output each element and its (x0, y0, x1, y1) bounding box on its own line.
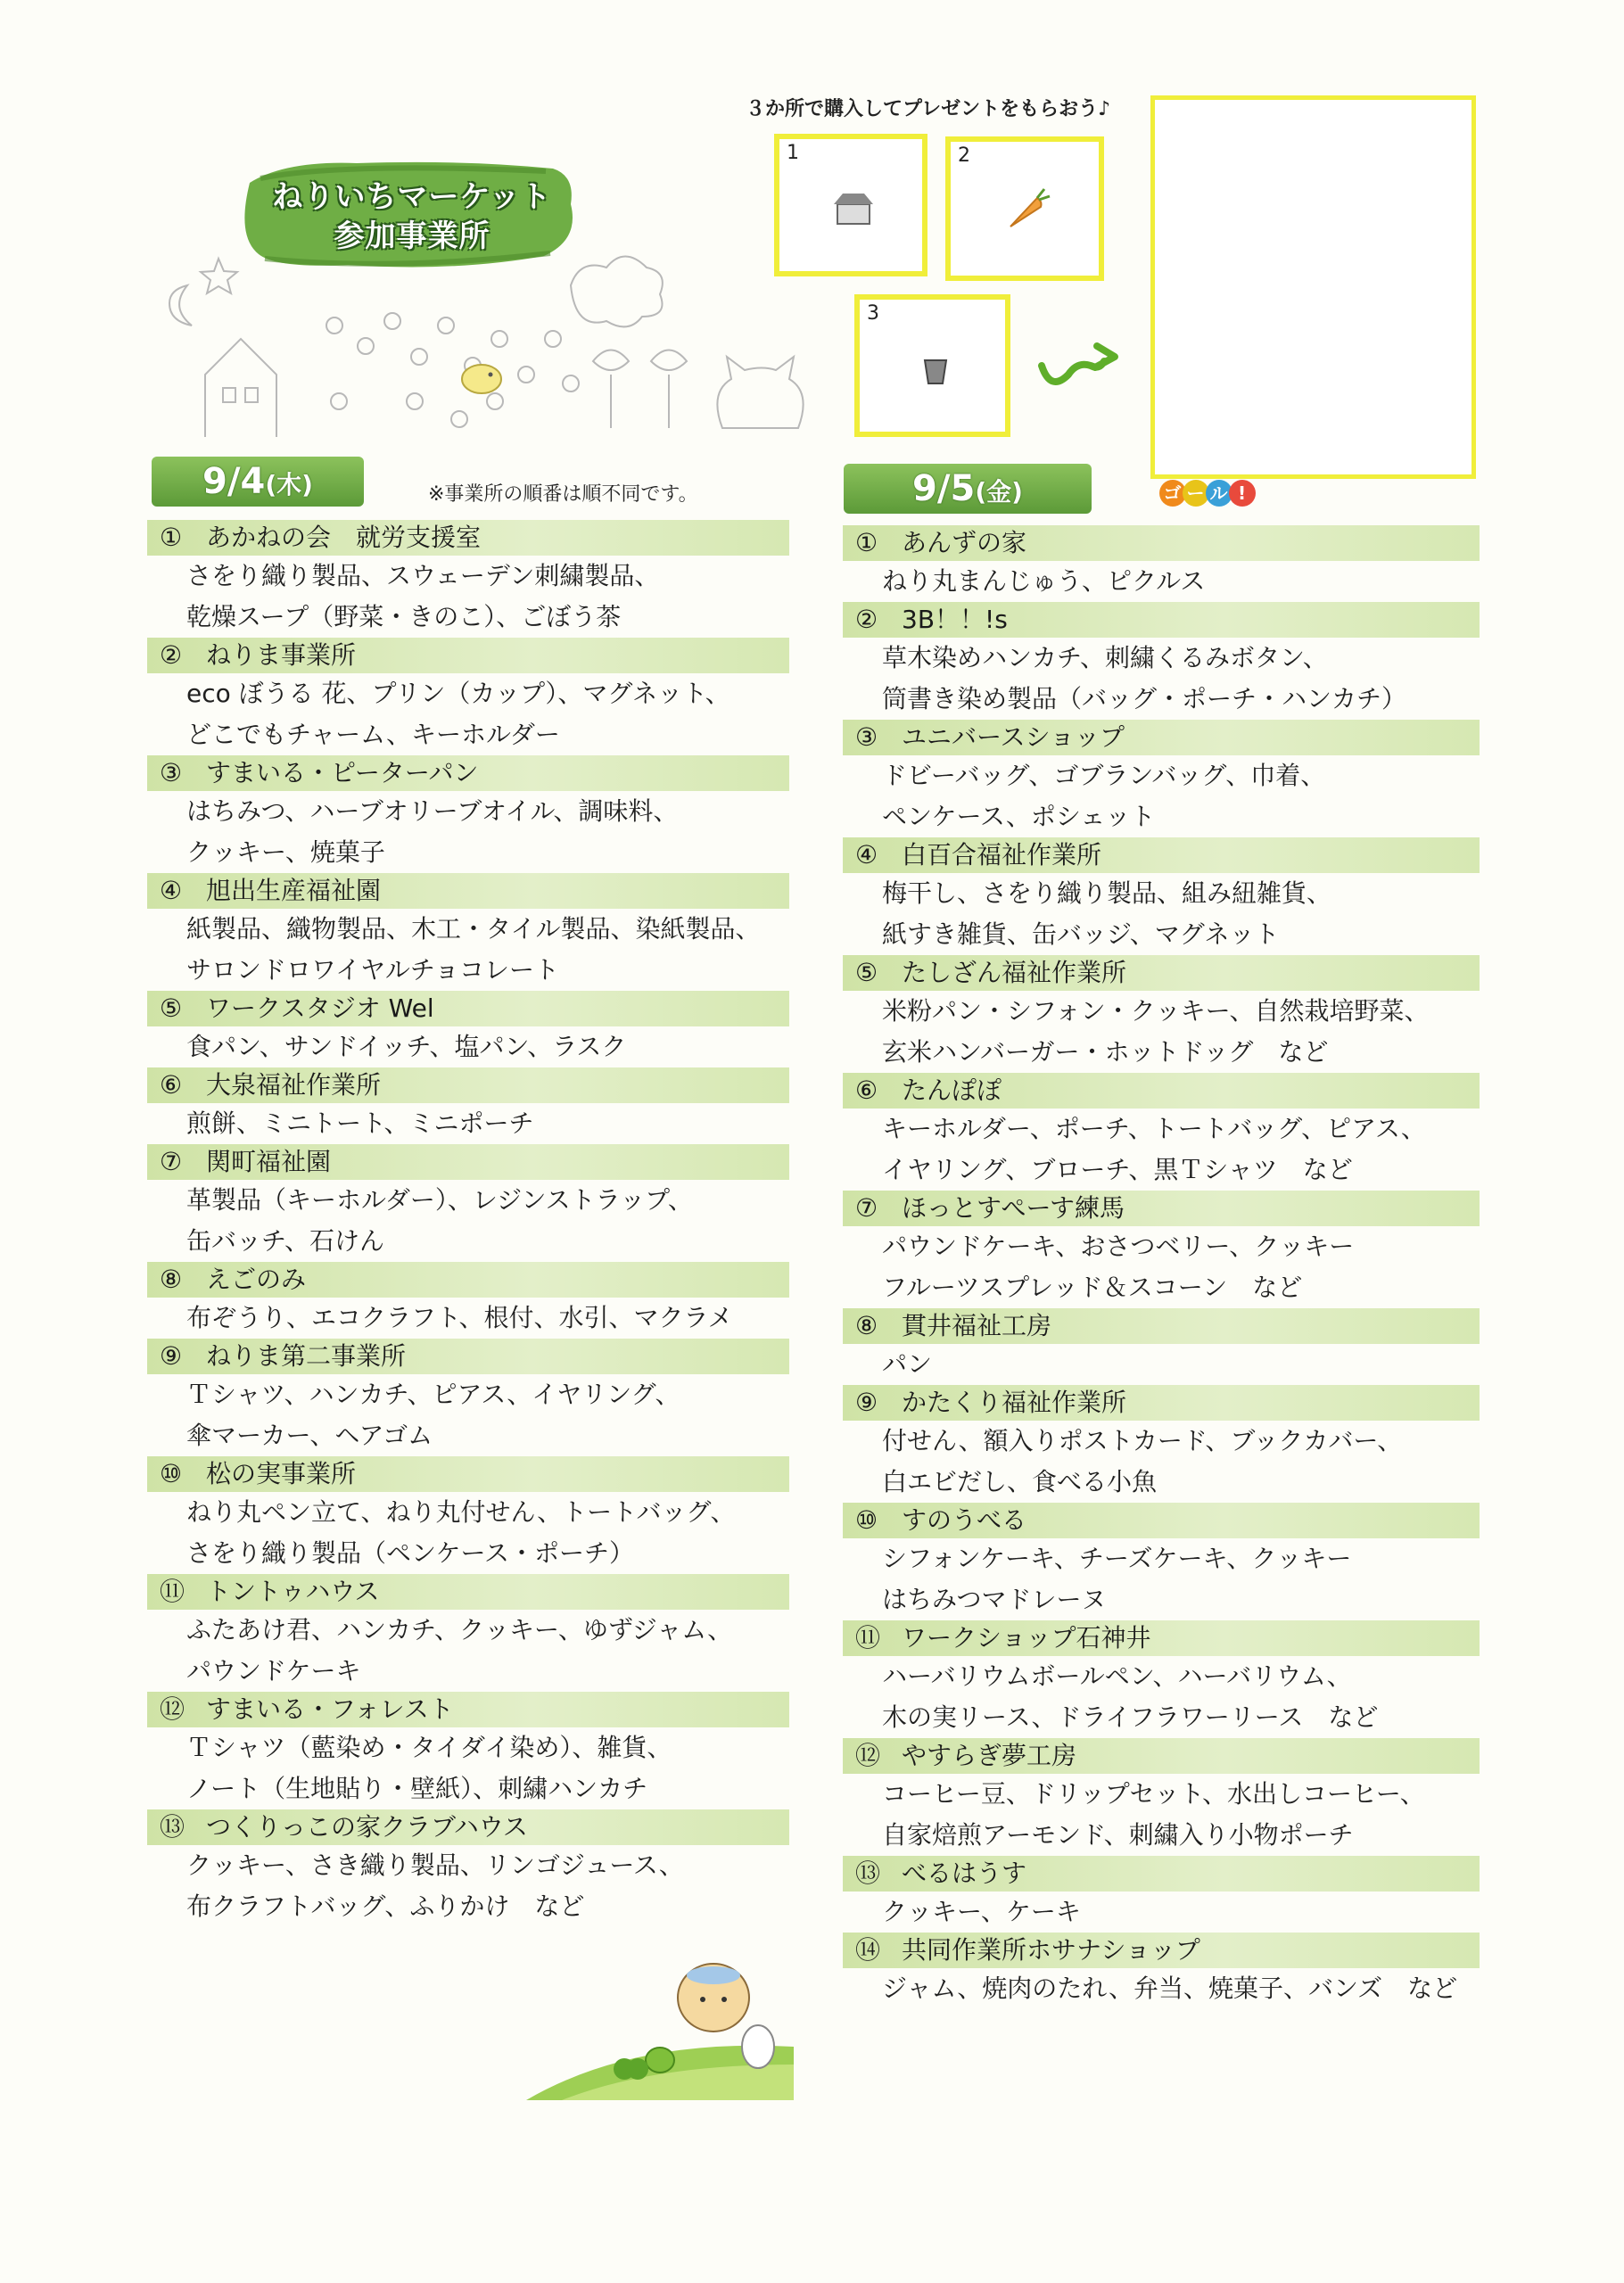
vendor-products: 自家焙煎アーモンド、刺繍入り小物ポーチ (882, 1820, 1354, 1850)
vendor-header (843, 720, 1480, 755)
vendor-entry (843, 1191, 1480, 1308)
vendor-entry (147, 1456, 789, 1574)
vendor-entry (843, 1738, 1480, 1856)
vendor-number: ⑤ (160, 993, 183, 1023)
vendor-entry (147, 873, 789, 991)
vendor-number: ⑭ (855, 1935, 881, 1965)
stamp-box-2 (945, 136, 1104, 281)
vendor-entry (843, 1933, 1480, 2009)
mascot-illustration (526, 1935, 794, 2100)
vendor-number: ⑧ (160, 1265, 183, 1294)
vendor-number: ⑩ (160, 1459, 183, 1488)
vendor-products: どこでもチャーム、キーホルダー (186, 720, 560, 749)
vendor-number: ⑪ (160, 1577, 185, 1606)
vendor-products: 白エビだし、食べる小魚 (882, 1467, 1158, 1496)
vendor-products: 革製品（キーホルダー）、レジンストラップ、 (186, 1185, 693, 1215)
vendor-products: 玄米ハンバーガー・ホットドッグ など (882, 1037, 1329, 1067)
vendor-name: 貫井福祉工房 (902, 1311, 1052, 1340)
vendor-name: えごのみ (206, 1265, 307, 1294)
vendor-name: つくりっこの家クラブハウス (206, 1812, 528, 1842)
vendor-entry (843, 1856, 1480, 1933)
vendor-header (843, 1073, 1480, 1109)
vendor-products: はちみつマドレーヌ (882, 1585, 1107, 1614)
vendor-number: ⑪ (855, 1623, 881, 1652)
order-note: ※事業所の順番は順不同です。 (428, 483, 698, 506)
vendor-header (147, 1574, 789, 1610)
vendor-products: クッキー、焼菓子 (186, 837, 385, 867)
vendor-name: ねりま第二事業所 (206, 1341, 407, 1371)
vendor-products: クッキー、さき織り製品、リンゴジュース、 (186, 1850, 684, 1880)
vendor-name: ワークスタジオ Wel (206, 993, 434, 1023)
arrow-icon (1035, 339, 1124, 401)
vendor-number: ④ (855, 840, 878, 870)
vendor-header (147, 520, 789, 556)
vendor-header (147, 1262, 789, 1298)
vendor-number: ⑨ (160, 1341, 183, 1371)
vendor-number: ② (855, 605, 878, 634)
vendor-products: シフォンケーキ、チーズケーキ、クッキー (882, 1544, 1352, 1573)
vendor-entry (843, 1073, 1480, 1191)
vendor-header (843, 1191, 1480, 1226)
vendor-entry (147, 1339, 789, 1456)
vendor-products: キーホルダー、ポーチ、トートバッグ、ピアス、 (882, 1114, 1426, 1143)
vendor-products: 草木染めハンカチ、刺繍くるみボタン、 (882, 643, 1328, 672)
carrot-icon (1000, 182, 1053, 235)
vendor-header (147, 1067, 789, 1103)
vendor-number: ⑧ (855, 1311, 878, 1340)
vendor-name: 旭出生産福祉園 (206, 876, 382, 905)
vendor-products: Ｔシャツ（藍染め・タイダイ染め）、雑貨、 (186, 1733, 672, 1762)
vendor-header (843, 1385, 1480, 1421)
vendor-name: あかねの会 就労支援室 (206, 523, 482, 552)
vendor-products: ペンケース、ポシェット (882, 802, 1156, 831)
vendor-products: eco ぼうる 花、プリン（カップ）、マグネット、 (186, 679, 730, 708)
goal-char: ル (1206, 480, 1232, 507)
vendor-number: ⑦ (160, 1147, 183, 1176)
vendor-number: ① (160, 523, 183, 552)
vendor-entry (843, 525, 1480, 602)
vendor-products: フルーツスプレッド＆スコーン など (882, 1273, 1303, 1302)
vendor-entry (147, 638, 789, 755)
vendor-name: 3B！！!s (902, 605, 1008, 634)
vendor-products: イヤリング、ブローチ、黒Ｔシャツ など (882, 1155, 1353, 1184)
stamp-box-1 (774, 134, 927, 276)
vendor-products: 梅干し、さをり織り製品、組み紐雑貨、 (882, 878, 1332, 908)
vendor-number: ⑤ (855, 958, 878, 987)
market-stand-icon (828, 188, 882, 233)
date: 9/4 (202, 461, 266, 502)
vendor-header (843, 525, 1480, 561)
vendor-products: ねり丸まんじゅう、ピクルス (882, 566, 1206, 596)
date-tab-day1 (152, 457, 364, 507)
vendor-name: すまいる・ピーターパン (206, 758, 479, 787)
vendor-header (843, 1620, 1480, 1656)
vendor-header (147, 1339, 789, 1374)
vendor-products: パウンドケーキ、おさつベリー、クッキー (882, 1232, 1355, 1261)
vendor-number: ⑩ (855, 1505, 878, 1535)
drink-cup-icon (918, 353, 953, 389)
vendor-name: すのうべる (902, 1505, 1027, 1535)
vendor-entry (843, 1503, 1480, 1620)
date-tab-day2 (844, 464, 1092, 514)
vendor-products: コーヒー豆、ドリップセット、水出しコーヒー、 (882, 1779, 1425, 1809)
vendor-header (147, 638, 789, 673)
vendor-header (147, 755, 789, 791)
vendor-products: パウンドケーキ (186, 1656, 361, 1685)
vendor-entry (147, 991, 789, 1067)
vendor-header (843, 1308, 1480, 1344)
vendor-entry (843, 955, 1480, 1073)
vendor-products: 紙すき雑貨、缶バッジ、マグネット (882, 919, 1280, 949)
date: 9/5 (912, 468, 976, 509)
vendor-products: 食パン、サンドイッチ、塩パン、ラスク (186, 1032, 627, 1061)
vendor-number: ① (855, 528, 878, 557)
vendor-products: 煎餅、ミニトート、ミニポーチ (186, 1109, 534, 1138)
vendor-number: ⑬ (855, 1859, 881, 1888)
vendor-entry (147, 520, 789, 638)
vendor-header (147, 873, 789, 909)
vendor-header (843, 837, 1480, 873)
goal-box (1150, 95, 1476, 479)
vendor-name: たんぽぽ (902, 1076, 1002, 1105)
vendor-header (147, 991, 789, 1026)
vendor-products: はちみつ、ハーブオリーブオイル、調味料、 (186, 796, 679, 826)
vendor-entry (147, 755, 789, 873)
vendor-header (147, 1144, 789, 1180)
vendor-number: ⑦ (855, 1193, 878, 1223)
vendor-entry (147, 1067, 789, 1144)
vendor-products: ふたあけ君、ハンカチ、クッキー、ゆずジャム、 (186, 1615, 733, 1644)
vendor-header (843, 602, 1480, 638)
stamp-rally-heading: ３か所で購入してプレゼントをもらおう♪ (746, 98, 1111, 120)
vendor-products: ハーバリウムボールペン、ハーバリウム、 (882, 1661, 1352, 1691)
stamp-box-number: 3 (867, 302, 879, 325)
vendor-name: ワークショップ石神井 (902, 1623, 1151, 1652)
vendor-number: ③ (855, 722, 878, 752)
vendor-header (843, 1933, 1480, 1968)
vendor-number: ④ (160, 876, 183, 905)
goal-char: ゴ (1159, 480, 1186, 507)
vendor-name: 白百合福祉作業所 (902, 840, 1102, 870)
day2-list (843, 525, 1480, 2009)
vendor-header (843, 1856, 1480, 1892)
vendor-products: 乾燥スープ（野菜・きのこ）、ごぼう茶 (186, 602, 622, 631)
vendor-products: 付せん、額入りポストカード、ブックカバー、 (882, 1426, 1403, 1455)
vendor-entry (147, 1144, 789, 1262)
vendor-name: ほっとすぺーす練馬 (902, 1193, 1125, 1223)
vendor-products: 紙製品、織物製品、木工・タイル製品、染紙製品、 (186, 914, 761, 944)
vendor-header (843, 1738, 1480, 1774)
vendor-entry (843, 602, 1480, 720)
vendor-products: ノート（生地貼り・壁紙）、刺繍ハンカチ (186, 1774, 648, 1803)
vendor-products: 木の実リース、ドライフラワーリース など (882, 1702, 1379, 1732)
vendor-products: 米粉パン・シフォン・クッキー、自然栽培野菜、 (882, 996, 1430, 1026)
vendor-entry (843, 720, 1480, 837)
vendor-products: パン (882, 1349, 933, 1379)
vendor-header (147, 1809, 789, 1845)
title-banner (243, 147, 581, 281)
vendor-entry (843, 1385, 1480, 1503)
vendor-number: ② (160, 640, 183, 670)
stamp-box-3 (854, 294, 1010, 437)
vendor-products: Ｔシャツ、ハンカチ、ピアス、イヤリング、 (186, 1380, 680, 1409)
vendor-products: クッキー、ケーキ (882, 1897, 1081, 1926)
title-line-1: ねりいちマーケット (272, 179, 552, 215)
vendor-name: べるはうす (902, 1859, 1027, 1888)
vendor-name: ねりま事業所 (206, 640, 357, 670)
vendor-products: 布クラフトバッグ、ふりかけ など (186, 1892, 585, 1921)
title-line-2: 参加事業所 (334, 218, 490, 254)
vendor-entry (147, 1692, 789, 1809)
vendor-products: 缶バッチ、石けん (186, 1226, 385, 1256)
vendor-products: ドビーバッグ、ゴブランバッグ、巾着、 (882, 761, 1326, 790)
vendor-products: 布ぞうり、エコクラフト、根付、水引、マクラメ (186, 1303, 733, 1332)
vendor-products: 傘マーカー、ヘアゴム (186, 1421, 433, 1450)
vendor-number: ⑬ (160, 1812, 185, 1842)
vendor-name: たしざん福祉作業所 (902, 958, 1127, 987)
vendor-entry (147, 1262, 789, 1339)
vendor-entry (147, 1809, 789, 1927)
goal-label (1159, 480, 1252, 507)
vendor-name: あんずの家 (902, 528, 1027, 557)
vendor-products: ジャム、焼肉のたれ、弁当、焼菓子、バンズ など (882, 1974, 1458, 2003)
vendor-header (843, 1503, 1480, 1538)
stamp-box-number: 2 (958, 144, 970, 167)
vendor-header (147, 1692, 789, 1727)
vendor-name: 共同作業所ホサナショップ (902, 1935, 1200, 1965)
vendor-name: 関町福祉園 (206, 1147, 332, 1176)
vendor-entry (147, 1574, 789, 1692)
vendor-products: さをり織り製品、スウェーデン刺繍製品、 (186, 561, 660, 590)
stamp-box-number: 1 (787, 142, 799, 164)
goal-char: ー (1183, 480, 1209, 507)
vendor-products: さをり織り製品（ペンケース・ポーチ） (186, 1538, 635, 1568)
vendor-number: ⑫ (855, 1741, 881, 1770)
vendor-entry (843, 1620, 1480, 1738)
vendor-name: トントゥハウス (206, 1577, 380, 1606)
vendor-name: 大泉福祉作業所 (206, 1070, 382, 1100)
weekday: (金) (975, 477, 1023, 507)
vendor-number: ⑥ (855, 1076, 878, 1105)
vendor-number: ③ (160, 758, 183, 787)
vendor-products: サロンドロワイヤルチョコレート (186, 955, 560, 985)
day1-list (147, 520, 789, 1927)
vendor-name: 松の実事業所 (206, 1459, 357, 1488)
vendor-entry (843, 837, 1480, 955)
vendor-number: ⑨ (855, 1388, 878, 1417)
vendor-products: 筒書き染め製品（バッグ・ポーチ・ハンカチ） (882, 684, 1407, 713)
vendor-number: ⑥ (160, 1070, 183, 1100)
vendor-products: ねり丸ペン立て、ねり丸付せん、トートバッグ、 (186, 1497, 736, 1527)
vendor-header (147, 1456, 789, 1492)
weekday: (木) (265, 470, 313, 499)
vendor-entry (843, 1308, 1480, 1385)
vendor-name: ユニバースショップ (902, 722, 1125, 752)
vendor-name: かたくり福祉作業所 (902, 1388, 1127, 1417)
vendor-header (843, 955, 1480, 991)
vendor-name: やすらぎ夢工房 (902, 1741, 1077, 1770)
goal-char: ! (1229, 480, 1256, 507)
vendor-number: ⑫ (160, 1694, 185, 1724)
vendor-name: すまいる・フォレスト (206, 1694, 454, 1724)
